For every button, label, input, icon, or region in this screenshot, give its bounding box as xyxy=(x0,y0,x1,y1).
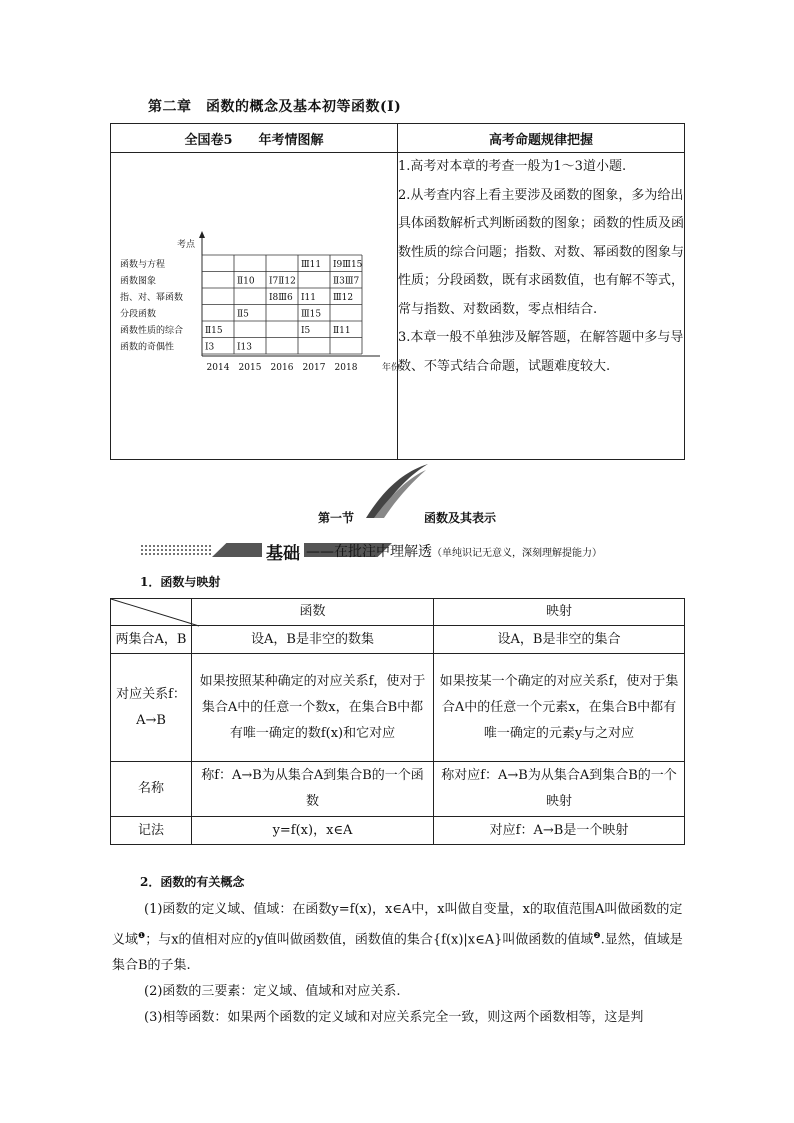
table1-left-header: 全国卷5 年考情图解 xyxy=(111,124,398,153)
y-axis-arrow-icon xyxy=(199,231,205,238)
col-header-mapping: 映射 xyxy=(434,599,685,626)
row-label: 两集合A，B xyxy=(111,626,192,654)
p1-part-b: ；与x的值相对应的y值叫做函数值，函数值的集合{f(x)|x∈A}叫做函数的值域 xyxy=(145,932,594,948)
paragraph-domain-range xyxy=(112,897,685,979)
paragraph-equal-functions: (3)相等函数：如果两个函数的定义域和对应关系完全一致，则这两个函数相等，这是判 xyxy=(144,1010,644,1026)
row-label: 函数的奇偶性 xyxy=(120,342,175,353)
cell-label: Ⅲ15 xyxy=(301,309,322,320)
cell-label: Ⅰ9Ⅲ15 xyxy=(333,260,363,270)
column-label: 2017 xyxy=(302,363,326,373)
cell-label: Ⅱ3Ⅲ7 xyxy=(333,276,360,287)
cell-mapping: 称对应f：A→B为从集合A到集合B的一个映射 xyxy=(434,762,685,817)
function-mapping-table xyxy=(110,598,685,845)
cell-label: Ⅰ5 xyxy=(301,326,311,336)
row-label: 函数图象 xyxy=(120,276,157,287)
row-label: 分段函数 xyxy=(120,309,157,320)
exam-point: 2.从考查内容上看主要涉及函数的图象，多为给出具体函数解析式判断函数的图象；函数的性质及函数性质的综合问题；指数、对数、幂函数的图象与性质；分段函数，既有求函数值，也有解不等式，常与指数、对数函数，零点相结合. xyxy=(398,187,685,317)
col-header-function: 函数 xyxy=(192,599,434,626)
row-label: 记法 xyxy=(111,817,192,845)
cell-label: Ⅰ3 xyxy=(205,342,215,353)
table1-right-header: 高考命题规律把握 xyxy=(398,124,685,153)
heading-function-mapping: 1．函数与映射 xyxy=(140,575,221,589)
x-axis-label: 年份 xyxy=(382,363,401,373)
diagonal-line xyxy=(111,599,199,626)
column-label: 2016 xyxy=(270,363,294,373)
cell-label: Ⅰ13 xyxy=(237,342,253,353)
cell-mapping: 如果按某一个确定的对应关系f，使对于集合A中的任意一个元素x，在集合B中都有唯一确定的元素y与之对应 xyxy=(434,654,685,762)
column-label: 2015 xyxy=(238,363,262,373)
cell-mapping: 对应f：A→B是一个映射 xyxy=(434,817,685,845)
cell-function: 设A，B是非空的数集 xyxy=(192,626,434,654)
banner-text xyxy=(306,541,602,561)
banner-bold: 基础 xyxy=(262,539,304,564)
paragraph-three-elements: (2)函数的三要素：定义域、值域和对应关系. xyxy=(144,984,401,1000)
banner-small: （单纯识记无意义，深刻理解提能力） xyxy=(432,548,602,559)
exam-point: 1.高考对本章的考查一般为1～3道小题. xyxy=(398,159,627,174)
banner-dots xyxy=(140,544,212,556)
cell-label: Ⅰ8Ⅲ6 xyxy=(269,293,293,303)
concepts-paragraphs xyxy=(112,897,685,1031)
p1-part-a: (1)函数的定义域、值域：在函数y=f(x)，x∈A中，x叫做自变量，x的取值范围A叫做函数的定义域 xyxy=(112,902,683,948)
row-label: 名称 xyxy=(111,762,192,817)
cell-label: Ⅲ12 xyxy=(333,293,354,303)
column-label: 2014 xyxy=(206,363,230,373)
cell-function: 如果按照某种确定的对应关系f，使对于集合A中的任意一个数x，在集合B中都有唯一确定的数f(x)和它对应 xyxy=(192,654,434,762)
cell-label: Ⅱ15 xyxy=(205,326,223,336)
exam-points xyxy=(398,153,685,460)
chapter-title: 第二章 函数的概念及基本初等函数(Ⅰ) xyxy=(148,99,402,115)
banner-main: ——在批注中理解透 xyxy=(306,544,432,560)
cell-mapping: 设A，B是非空的集合 xyxy=(434,626,685,654)
note-marker-1: ❶ xyxy=(138,931,146,940)
cell-label: Ⅱ11 xyxy=(333,326,351,336)
cell-label: Ⅱ10 xyxy=(237,276,255,287)
p1-part-c: .显然，值域是集合B的子集. xyxy=(112,932,683,974)
row-label: 指、对、幂函数 xyxy=(120,293,184,303)
section-number: 第一节 xyxy=(318,511,355,525)
exam-topic-chart xyxy=(112,230,401,375)
row-label: 函数与方程 xyxy=(120,260,166,270)
cell-label: Ⅲ11 xyxy=(301,260,322,270)
row-label: 对应关系f：A→B xyxy=(111,654,192,762)
cell-label: Ⅱ5 xyxy=(237,309,249,320)
cell-function: 称f：A→B为从集合A到集合B的一个函数 xyxy=(192,762,434,817)
row-label: 函数性质的综合 xyxy=(120,326,184,336)
cell-function: y=f(x)，x∈A xyxy=(192,817,434,845)
y-axis-label: 考点 xyxy=(177,240,196,250)
swoosh-logo-icon xyxy=(362,462,432,522)
heading-function-concepts: 2．函数的有关概念 xyxy=(140,875,245,889)
column-label: 2018 xyxy=(334,363,358,373)
basics-banner xyxy=(140,540,686,562)
exam-point: 3.本章一般不单独涉及解答题，在解答题中多与导数、不等式结合命题，试题难度较大. xyxy=(398,330,684,374)
note-marker-2: ❷ xyxy=(593,931,601,940)
cell-label: Ⅰ7Ⅱ12 xyxy=(269,276,296,287)
diagonal-cell xyxy=(111,599,192,626)
section-name: 函数及其表示 xyxy=(424,511,497,525)
cell-label: Ⅰ11 xyxy=(301,293,317,303)
